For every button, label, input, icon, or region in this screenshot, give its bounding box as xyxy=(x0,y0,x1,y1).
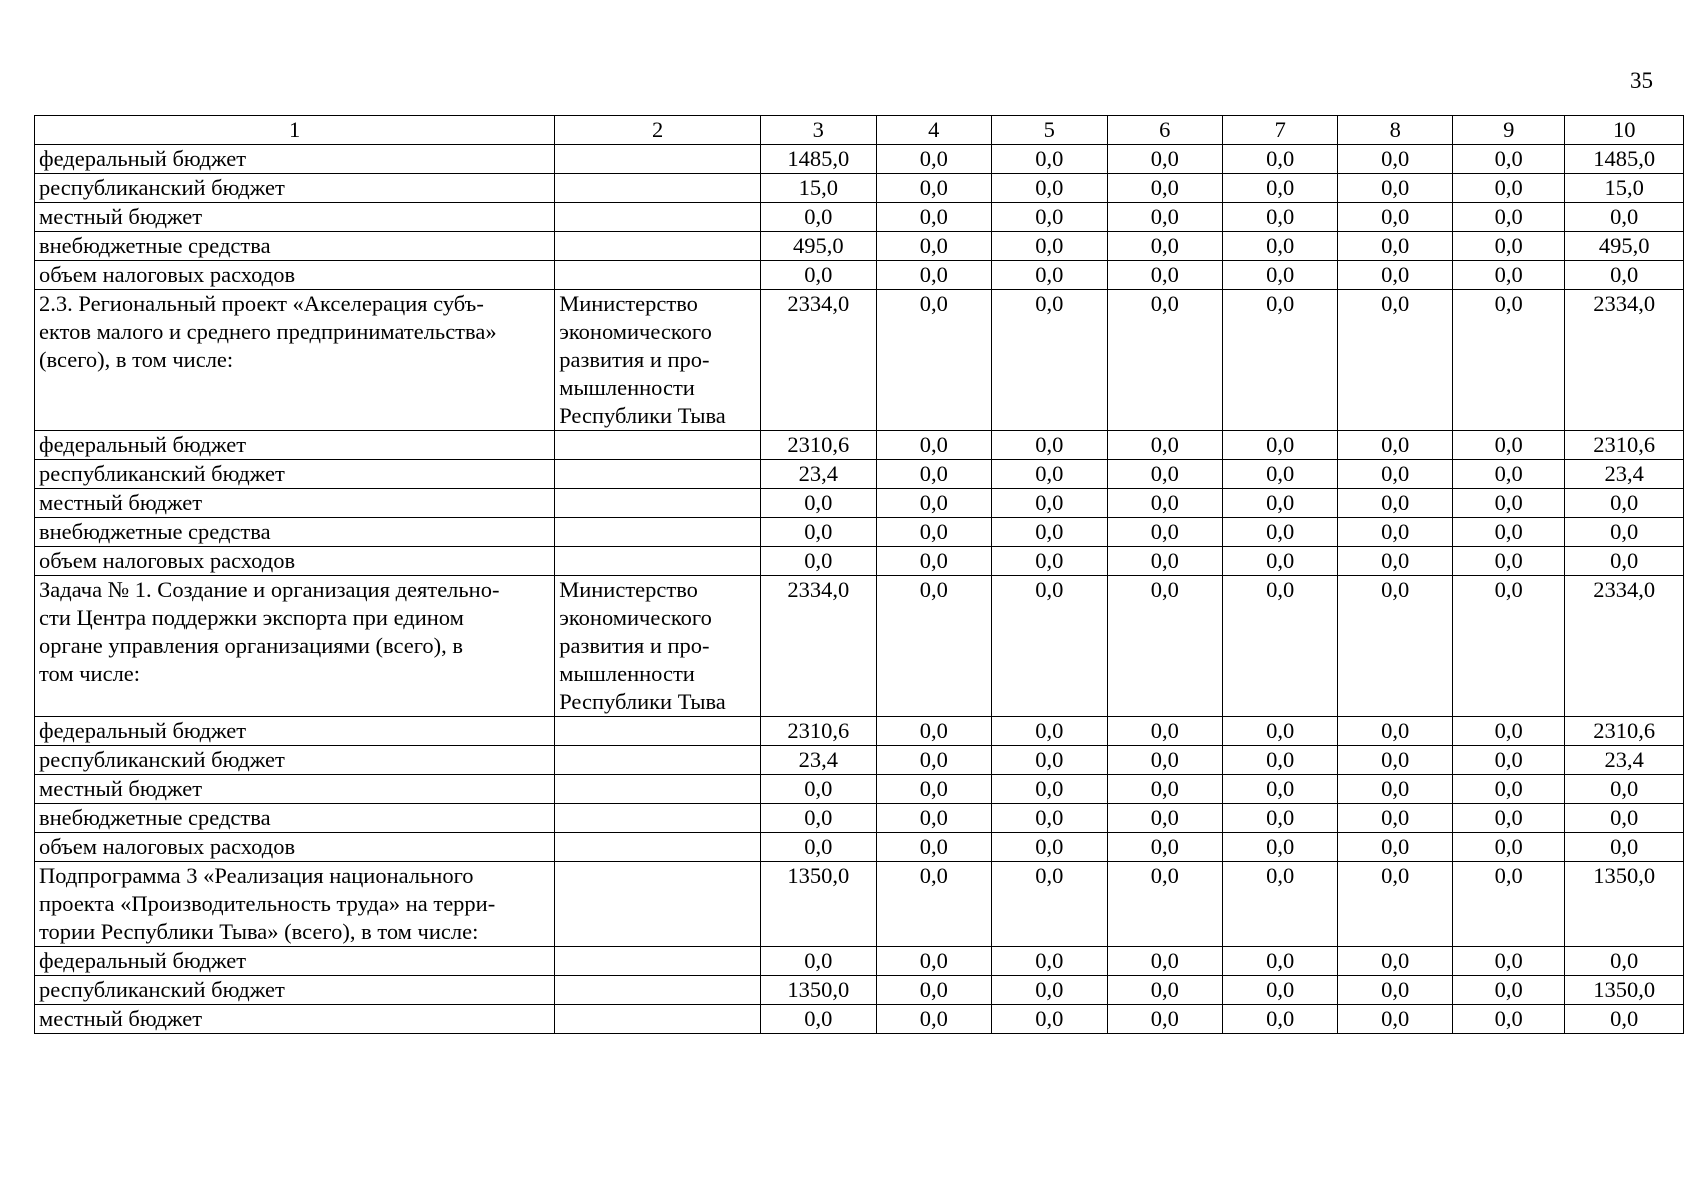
row-value-cell: 0,0 xyxy=(1338,833,1452,862)
row-value-cell: 0,0 xyxy=(1107,862,1222,947)
row-value-cell: 0,0 xyxy=(1338,431,1452,460)
row-value-cell: 0,0 xyxy=(1452,203,1564,232)
row-value-cell: 0,0 xyxy=(761,804,876,833)
row-value-cell: 0,0 xyxy=(761,947,876,976)
row-value-cell: 0,0 xyxy=(1107,717,1222,746)
header-cell: 4 xyxy=(876,116,991,145)
row-value-cell: 0,0 xyxy=(761,547,876,576)
page-number: 35 xyxy=(1630,68,1653,93)
row-value-cell: 0,0 xyxy=(1338,976,1452,1005)
row-value-cell: 0,0 xyxy=(992,290,1107,431)
row-value-cell: 0,0 xyxy=(992,1005,1107,1034)
row-value-cell: 0,0 xyxy=(1107,232,1222,261)
row-value-cell: 0,0 xyxy=(1107,460,1222,489)
row-responsible-cell xyxy=(555,145,761,174)
row-value-cell: 0,0 xyxy=(1107,203,1222,232)
row-value-cell: 0,0 xyxy=(1565,547,1684,576)
row-value-cell: 0,0 xyxy=(1452,576,1564,717)
row-value-cell: 0,0 xyxy=(1452,431,1564,460)
row-value-cell: 0,0 xyxy=(1565,203,1684,232)
row-value-cell: 0,0 xyxy=(992,862,1107,947)
row-value-cell: 0,0 xyxy=(1223,976,1338,1005)
row-value-cell: 0,0 xyxy=(1452,1005,1564,1034)
row-value-cell: 0,0 xyxy=(1565,804,1684,833)
row-value-cell: 15,0 xyxy=(761,174,876,203)
row-value-cell: 0,0 xyxy=(1452,518,1564,547)
table-row xyxy=(35,203,1684,232)
row-value-cell: 0,0 xyxy=(1452,833,1564,862)
row-value-cell: 0,0 xyxy=(761,775,876,804)
row-value-cell: 1350,0 xyxy=(1565,862,1684,947)
row-value-cell: 0,0 xyxy=(1107,746,1222,775)
row-responsible-cell xyxy=(555,862,761,947)
row-name-cell: объем налоговых расходов xyxy=(35,547,555,576)
row-name-cell: местный бюджет xyxy=(35,1005,555,1034)
row-value-cell: 0,0 xyxy=(1338,203,1452,232)
row-value-cell: 0,0 xyxy=(992,261,1107,290)
row-name-cell: внебюджетные средства xyxy=(35,232,555,261)
row-responsible-cell xyxy=(555,547,761,576)
row-value-cell: 2310,6 xyxy=(761,431,876,460)
row-value-cell: 0,0 xyxy=(1223,174,1338,203)
row-value-cell: 0,0 xyxy=(876,261,991,290)
table-row xyxy=(35,833,1684,862)
row-value-cell: 0,0 xyxy=(992,232,1107,261)
row-value-cell: 0,0 xyxy=(1338,717,1452,746)
row-responsible-cell xyxy=(555,460,761,489)
row-value-cell: 0,0 xyxy=(992,460,1107,489)
row-value-cell: 1350,0 xyxy=(761,862,876,947)
row-value-cell: 0,0 xyxy=(1223,460,1338,489)
row-value-cell: 0,0 xyxy=(876,833,991,862)
row-name-cell: Задача № 1. Создание и организация деятельно- сти Центра поддержки экспорта при едином органе управления организациями (всего), в том числе: xyxy=(35,576,555,717)
row-value-cell: 0,0 xyxy=(876,717,991,746)
row-value-cell: 0,0 xyxy=(1223,489,1338,518)
row-value-cell: 0,0 xyxy=(992,431,1107,460)
row-value-cell: 0,0 xyxy=(1452,174,1564,203)
table-row xyxy=(35,746,1684,775)
header-cell: 10 xyxy=(1565,116,1684,145)
row-value-cell: 495,0 xyxy=(1565,232,1684,261)
row-value-cell: 0,0 xyxy=(1338,290,1452,431)
row-value-cell: 2310,6 xyxy=(1565,431,1684,460)
row-value-cell: 0,0 xyxy=(992,717,1107,746)
row-value-cell: 2310,6 xyxy=(761,717,876,746)
row-responsible-cell xyxy=(555,203,761,232)
row-value-cell: 0,0 xyxy=(1107,261,1222,290)
row-responsible-cell xyxy=(555,804,761,833)
row-value-cell: 0,0 xyxy=(1223,804,1338,833)
row-value-cell: 0,0 xyxy=(1223,145,1338,174)
row-value-cell: 1485,0 xyxy=(761,145,876,174)
row-value-cell: 23,4 xyxy=(761,746,876,775)
row-value-cell: 0,0 xyxy=(1223,576,1338,717)
row-value-cell: 0,0 xyxy=(876,976,991,1005)
row-value-cell: 0,0 xyxy=(1338,775,1452,804)
row-name-cell: республиканский бюджет xyxy=(35,174,555,203)
row-value-cell: 0,0 xyxy=(1338,460,1452,489)
row-value-cell: 0,0 xyxy=(876,576,991,717)
row-value-cell: 0,0 xyxy=(1107,547,1222,576)
row-value-cell: 0,0 xyxy=(1452,460,1564,489)
row-name-cell: республиканский бюджет xyxy=(35,746,555,775)
row-value-cell: 0,0 xyxy=(1452,717,1564,746)
row-value-cell: 0,0 xyxy=(1338,1005,1452,1034)
row-value-cell: 0,0 xyxy=(761,1005,876,1034)
row-value-cell: 0,0 xyxy=(992,203,1107,232)
row-value-cell: 0,0 xyxy=(1452,547,1564,576)
row-value-cell: 2334,0 xyxy=(761,290,876,431)
row-value-cell: 0,0 xyxy=(876,145,991,174)
row-value-cell: 0,0 xyxy=(1223,746,1338,775)
row-value-cell: 23,4 xyxy=(761,460,876,489)
row-value-cell: 0,0 xyxy=(1223,232,1338,261)
row-value-cell: 0,0 xyxy=(992,746,1107,775)
row-value-cell: 1350,0 xyxy=(761,976,876,1005)
table-row xyxy=(35,518,1684,547)
row-value-cell: 2334,0 xyxy=(1565,576,1684,717)
row-responsible-cell xyxy=(555,947,761,976)
row-value-cell: 0,0 xyxy=(761,261,876,290)
table-row xyxy=(35,547,1684,576)
budget-table-body xyxy=(35,116,1684,1034)
row-value-cell: 0,0 xyxy=(1223,261,1338,290)
row-name-cell: федеральный бюджет xyxy=(35,145,555,174)
row-value-cell: 0,0 xyxy=(1107,947,1222,976)
row-value-cell: 0,0 xyxy=(992,804,1107,833)
budget-table xyxy=(34,115,1684,1034)
row-responsible-cell: Министерство экономического развития и про- мышленности Республики Тыва xyxy=(555,576,761,717)
header-cell: 7 xyxy=(1223,116,1338,145)
row-value-cell: 0,0 xyxy=(1338,489,1452,518)
row-value-cell: 0,0 xyxy=(1223,775,1338,804)
row-value-cell: 0,0 xyxy=(1338,804,1452,833)
row-value-cell: 0,0 xyxy=(876,290,991,431)
row-responsible-cell: Министерство экономического развития и про- мышленности Республики Тыва xyxy=(555,290,761,431)
row-value-cell: 0,0 xyxy=(1452,232,1564,261)
row-value-cell: 0,0 xyxy=(876,947,991,976)
row-value-cell: 0,0 xyxy=(1338,947,1452,976)
table-row xyxy=(35,775,1684,804)
row-value-cell: 0,0 xyxy=(1223,717,1338,746)
row-value-cell: 0,0 xyxy=(1452,489,1564,518)
row-value-cell: 0,0 xyxy=(1452,947,1564,976)
row-value-cell: 2334,0 xyxy=(1565,290,1684,431)
row-value-cell: 0,0 xyxy=(761,203,876,232)
row-value-cell: 23,4 xyxy=(1565,460,1684,489)
table-row xyxy=(35,717,1684,746)
row-value-cell: 0,0 xyxy=(876,804,991,833)
row-name-cell: местный бюджет xyxy=(35,203,555,232)
row-value-cell: 0,0 xyxy=(1452,862,1564,947)
table-row xyxy=(35,862,1684,947)
row-value-cell: 0,0 xyxy=(992,145,1107,174)
header-cell: 3 xyxy=(761,116,876,145)
row-value-cell: 0,0 xyxy=(1452,261,1564,290)
row-value-cell: 0,0 xyxy=(1223,862,1338,947)
row-value-cell: 0,0 xyxy=(876,203,991,232)
row-name-cell: местный бюджет xyxy=(35,489,555,518)
row-value-cell: 0,0 xyxy=(1223,833,1338,862)
row-value-cell: 0,0 xyxy=(992,489,1107,518)
table-row xyxy=(35,290,1684,431)
row-name-cell: объем налоговых расходов xyxy=(35,833,555,862)
row-name-cell: внебюджетные средства xyxy=(35,804,555,833)
row-value-cell: 0,0 xyxy=(1452,804,1564,833)
row-value-cell: 0,0 xyxy=(992,174,1107,203)
row-name-cell: внебюджетные средства xyxy=(35,518,555,547)
header-cell: 2 xyxy=(555,116,761,145)
row-value-cell: 0,0 xyxy=(761,833,876,862)
row-value-cell: 0,0 xyxy=(876,174,991,203)
row-value-cell: 0,0 xyxy=(1107,804,1222,833)
row-value-cell: 0,0 xyxy=(1452,746,1564,775)
row-value-cell: 0,0 xyxy=(1107,833,1222,862)
row-value-cell: 1485,0 xyxy=(1565,145,1684,174)
row-value-cell: 0,0 xyxy=(876,746,991,775)
row-name-cell: федеральный бюджет xyxy=(35,431,555,460)
row-value-cell: 0,0 xyxy=(992,547,1107,576)
row-value-cell: 0,0 xyxy=(876,1005,991,1034)
table-row xyxy=(35,431,1684,460)
header-cell: 9 xyxy=(1452,116,1564,145)
row-value-cell: 0,0 xyxy=(1565,775,1684,804)
row-value-cell: 0,0 xyxy=(1107,518,1222,547)
row-responsible-cell xyxy=(555,746,761,775)
header-cell: 8 xyxy=(1338,116,1452,145)
row-responsible-cell xyxy=(555,489,761,518)
row-value-cell: 0,0 xyxy=(1107,775,1222,804)
table-row xyxy=(35,261,1684,290)
row-value-cell: 0,0 xyxy=(1452,775,1564,804)
row-responsible-cell xyxy=(555,174,761,203)
row-value-cell: 0,0 xyxy=(876,489,991,518)
row-value-cell: 0,0 xyxy=(992,576,1107,717)
row-responsible-cell xyxy=(555,1005,761,1034)
row-value-cell: 0,0 xyxy=(1565,1005,1684,1034)
table-row xyxy=(35,976,1684,1005)
row-value-cell: 0,0 xyxy=(992,976,1107,1005)
table-row xyxy=(35,460,1684,489)
row-value-cell: 0,0 xyxy=(1338,746,1452,775)
row-name-cell: федеральный бюджет xyxy=(35,717,555,746)
row-value-cell: 0,0 xyxy=(876,232,991,261)
row-value-cell: 0,0 xyxy=(1107,576,1222,717)
row-value-cell: 15,0 xyxy=(1565,174,1684,203)
row-value-cell: 0,0 xyxy=(1107,290,1222,431)
row-value-cell: 0,0 xyxy=(992,518,1107,547)
row-responsible-cell xyxy=(555,833,761,862)
header-cell: 1 xyxy=(35,116,555,145)
row-value-cell: 495,0 xyxy=(761,232,876,261)
header-cell: 5 xyxy=(992,116,1107,145)
row-name-cell: 2.3. Региональный проект «Акселерация субъ- ектов малого и среднего предпринимательства» (всего), в том числе: xyxy=(35,290,555,431)
row-name-cell: федеральный бюджет xyxy=(35,947,555,976)
row-value-cell: 0,0 xyxy=(1452,145,1564,174)
row-value-cell: 0,0 xyxy=(1223,1005,1338,1034)
row-name-cell: республиканский бюджет xyxy=(35,976,555,1005)
row-value-cell: 0,0 xyxy=(761,518,876,547)
row-name-cell: Подпрограмма 3 «Реализация национального проекта «Производительность труда» на терри- тории Республики Тыва» (всего), в том числе: xyxy=(35,862,555,947)
row-value-cell: 0,0 xyxy=(1223,947,1338,976)
row-responsible-cell xyxy=(555,261,761,290)
row-value-cell: 0,0 xyxy=(1452,976,1564,1005)
row-responsible-cell xyxy=(555,717,761,746)
row-name-cell: местный бюджет xyxy=(35,775,555,804)
row-value-cell: 0,0 xyxy=(876,431,991,460)
row-value-cell: 0,0 xyxy=(876,775,991,804)
row-value-cell: 0,0 xyxy=(992,775,1107,804)
row-value-cell: 0,0 xyxy=(1107,976,1222,1005)
table-row xyxy=(35,804,1684,833)
row-value-cell: 0,0 xyxy=(992,947,1107,976)
row-value-cell: 0,0 xyxy=(876,547,991,576)
row-value-cell: 0,0 xyxy=(761,489,876,518)
row-value-cell: 0,0 xyxy=(1223,431,1338,460)
row-value-cell: 0,0 xyxy=(1565,833,1684,862)
row-responsible-cell xyxy=(555,775,761,804)
row-value-cell: 2334,0 xyxy=(761,576,876,717)
row-value-cell: 0,0 xyxy=(1338,547,1452,576)
row-value-cell: 0,0 xyxy=(1338,261,1452,290)
table-header-row xyxy=(35,116,1684,145)
row-name-cell: республиканский бюджет xyxy=(35,460,555,489)
row-value-cell: 0,0 xyxy=(1338,232,1452,261)
row-value-cell: 0,0 xyxy=(1107,174,1222,203)
row-value-cell: 0,0 xyxy=(1338,576,1452,717)
row-value-cell: 0,0 xyxy=(1565,947,1684,976)
row-value-cell: 1350,0 xyxy=(1565,976,1684,1005)
row-value-cell: 0,0 xyxy=(1107,1005,1222,1034)
row-value-cell: 0,0 xyxy=(1107,145,1222,174)
row-responsible-cell xyxy=(555,232,761,261)
row-value-cell: 0,0 xyxy=(1452,290,1564,431)
row-value-cell: 0,0 xyxy=(1107,431,1222,460)
row-value-cell: 0,0 xyxy=(876,862,991,947)
row-value-cell: 0,0 xyxy=(1338,145,1452,174)
table-row xyxy=(35,145,1684,174)
row-value-cell: 0,0 xyxy=(1107,489,1222,518)
row-value-cell: 0,0 xyxy=(1338,174,1452,203)
table-row xyxy=(35,1005,1684,1034)
table-row xyxy=(35,232,1684,261)
row-responsible-cell xyxy=(555,518,761,547)
row-value-cell: 2310,6 xyxy=(1565,717,1684,746)
row-value-cell: 0,0 xyxy=(1565,261,1684,290)
table-row xyxy=(35,489,1684,518)
row-value-cell: 23,4 xyxy=(1565,746,1684,775)
row-value-cell: 0,0 xyxy=(1223,518,1338,547)
row-value-cell: 0,0 xyxy=(876,518,991,547)
row-value-cell: 0,0 xyxy=(1565,518,1684,547)
row-responsible-cell xyxy=(555,431,761,460)
row-value-cell: 0,0 xyxy=(1565,489,1684,518)
row-value-cell: 0,0 xyxy=(992,833,1107,862)
table-row xyxy=(35,174,1684,203)
row-name-cell: объем налоговых расходов xyxy=(35,261,555,290)
header-cell: 6 xyxy=(1107,116,1222,145)
table-row xyxy=(35,576,1684,717)
row-value-cell: 0,0 xyxy=(1223,547,1338,576)
row-value-cell: 0,0 xyxy=(1338,518,1452,547)
row-value-cell: 0,0 xyxy=(1338,862,1452,947)
row-value-cell: 0,0 xyxy=(1223,203,1338,232)
row-value-cell: 0,0 xyxy=(1223,290,1338,431)
row-value-cell: 0,0 xyxy=(876,460,991,489)
table-row xyxy=(35,947,1684,976)
row-responsible-cell xyxy=(555,976,761,1005)
